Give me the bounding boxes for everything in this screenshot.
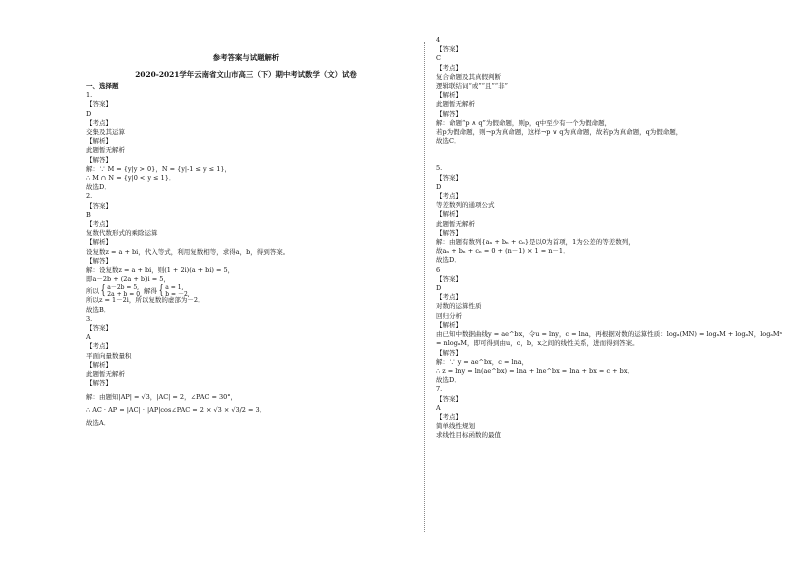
analysis-label: 【解析】 bbox=[436, 91, 462, 100]
solution-line: ∴ AC · AP = |AC| · |AP|cos∠PAC = 2 × √3 × √3/2 = 3． bbox=[86, 405, 267, 414]
question-number: 7. bbox=[436, 385, 443, 394]
choice-line: 故选B． bbox=[86, 305, 111, 314]
solution-line: 故aₙ + bₙ + cₙ = 0 + (n－1) × 1 = n－1． bbox=[436, 247, 570, 256]
analysis-text: 此题暂无解析 bbox=[436, 100, 475, 109]
choice-line: 故选A． bbox=[86, 418, 111, 427]
result-1: a = 1, bbox=[165, 284, 184, 292]
solution-line: 解：由题知|AP| = √3，|AC| = 2，∠PAC = 30°， bbox=[86, 392, 238, 401]
solution-line: ∴ M ∩ N = {y|0 < y ≤ 1}． bbox=[86, 174, 176, 183]
analysis-label: 【解析】 bbox=[436, 320, 462, 329]
knowledge-point: 简单线性规划 bbox=[436, 422, 475, 431]
solution-label: 【解答】 bbox=[86, 155, 112, 164]
analysis-label: 【解析】 bbox=[436, 210, 462, 219]
analysis-text: 此题暂无解析 bbox=[86, 146, 125, 155]
answer-value: C bbox=[436, 54, 441, 63]
solution-line: 解：设复数z = a + bi，则(1 + 2i)(a + bi) = 5， bbox=[86, 266, 235, 275]
choice-line: 故选C． bbox=[436, 137, 461, 146]
answer-value: A bbox=[436, 403, 441, 412]
knowledge-point-label: 【考点】 bbox=[436, 192, 462, 201]
exam-title: 2020-2021学年云南省文山市高三（下）期中考试数学（文）试卷 bbox=[135, 70, 357, 79]
left-brace-icon: { bbox=[158, 283, 164, 299]
answer-label: 【答案】 bbox=[436, 274, 462, 283]
answer-value: A bbox=[86, 333, 91, 342]
right-column bbox=[436, 36, 783, 441]
solution-label: 【解答】 bbox=[86, 379, 112, 388]
solution-line: 解：由题有数列{aₙ + bₙ + cₙ}是以0为首项，1为公差的等差数列， bbox=[436, 238, 635, 247]
knowledge-point-label: 【考点】 bbox=[86, 220, 112, 229]
knowledge-point: 复数代数形式的乘除运算 bbox=[86, 229, 158, 238]
left-brace-icon: { bbox=[100, 283, 106, 299]
analysis-label: 【解析】 bbox=[86, 238, 112, 247]
solution-line: 解：命题“p ∧ q”为假命题，则p，q中至少有一个为假命题， bbox=[436, 118, 612, 127]
question-number: 6 bbox=[436, 265, 441, 274]
knowledge-point: 对数的运算性质 bbox=[436, 302, 482, 311]
answer-label: 【答案】 bbox=[436, 45, 462, 54]
solution-line: ∴ z = lny = ln(ae^bx) = lna + lne^bx = lna + bx = c + bx． bbox=[436, 366, 634, 375]
solution-line: 若p为假命题，则¬p为真命题，这样¬p ∨ q为真命题，故若p为真命题，q为假命题， bbox=[436, 128, 683, 137]
solution-line: 解：∵ M = {y|y > 0}，N = {y|-1 ≤ y ≤ 1}， bbox=[86, 164, 232, 173]
question-number: 2. bbox=[86, 192, 93, 201]
analysis-label: 【解析】 bbox=[86, 137, 112, 146]
result-2: b = －2, bbox=[165, 291, 190, 299]
question-number: 5. bbox=[436, 164, 443, 173]
answer-value: B bbox=[86, 210, 91, 219]
system-prefix: 所以 bbox=[86, 287, 99, 296]
left-column bbox=[86, 52, 406, 428]
knowledge-point-label: 【考点】 bbox=[436, 293, 462, 302]
analysis-text: = nlogₐM，即可得到由u，c，b，x之间的线性关系，进而得到答案。 bbox=[436, 339, 639, 348]
question-number: 3. bbox=[86, 314, 93, 323]
choice-line: 故选D． bbox=[436, 256, 461, 265]
answer-label: 【答案】 bbox=[436, 173, 462, 182]
answer-value: D bbox=[436, 182, 442, 191]
column-divider bbox=[424, 42, 425, 532]
analysis-label: 【解析】 bbox=[86, 360, 112, 369]
answer-label: 【答案】 bbox=[436, 394, 462, 403]
solution-label: 【解答】 bbox=[436, 228, 462, 237]
solution-line: 解：∵ y = ae^bx，c = lna， bbox=[436, 357, 529, 366]
analysis-text: 此题暂无解析 bbox=[86, 370, 125, 379]
knowledge-point: 求线性目标函数的最值 bbox=[436, 431, 501, 440]
solution-line: 所以z = 1－2i，所以复数的虚部为－2． bbox=[86, 296, 205, 305]
analysis-text: 由已知中数据曲线y = ae^bx，令u = lny，c = lna，再根据对数的运算性质：logₐ(MN) = logₐM + logₐN，logₐMⁿ bbox=[436, 330, 783, 339]
analysis-text: 设复数z = a + bi，代入等式，利用复数相等，求得a，b，得到答案。 bbox=[86, 247, 290, 256]
question-number: 1. bbox=[86, 91, 93, 100]
equation-1: a－2b = 5, bbox=[107, 284, 140, 292]
knowledge-point: 回归分析 bbox=[436, 311, 462, 320]
system-middle: 解得 bbox=[144, 287, 158, 296]
knowledge-point: 等差数列的通项公式 bbox=[436, 201, 495, 210]
knowledge-point: 逻辑联结词“或”“且”“非” bbox=[436, 82, 508, 91]
answer-label: 【答案】 bbox=[86, 201, 112, 210]
answer-value: D bbox=[436, 284, 442, 293]
page-title: 参考答案与试题解析 bbox=[212, 53, 280, 62]
knowledge-point: 交集及其运算 bbox=[86, 128, 125, 137]
knowledge-point-label: 【考点】 bbox=[86, 118, 112, 127]
question-number: 4 bbox=[436, 36, 441, 44]
choice-line: 故选D． bbox=[86, 183, 111, 192]
equation-system bbox=[86, 283, 406, 299]
knowledge-point-label: 【考点】 bbox=[86, 342, 112, 351]
knowledge-point: 平面向量数量积 bbox=[86, 351, 132, 360]
analysis-text: 此题暂无解析 bbox=[436, 219, 475, 228]
answer-label: 【答案】 bbox=[86, 100, 112, 109]
equation-2: 2a + b = 0, bbox=[107, 291, 142, 299]
solution-label: 【解答】 bbox=[436, 109, 462, 118]
choice-line: 故选D． bbox=[436, 376, 461, 385]
answer-label: 【答案】 bbox=[86, 324, 112, 333]
knowledge-point-label: 【考点】 bbox=[436, 63, 462, 72]
answer-value: D bbox=[86, 109, 92, 118]
section-heading: 一、选择题 bbox=[86, 82, 119, 90]
solution-line: 即a－2b + (2a + b)i = 5， bbox=[86, 275, 170, 284]
solution-label: 【解答】 bbox=[86, 256, 112, 265]
solution-label: 【解答】 bbox=[436, 348, 462, 357]
knowledge-point: 复合命题及其真假判断 bbox=[436, 72, 501, 81]
knowledge-point-label: 【考点】 bbox=[436, 412, 462, 421]
